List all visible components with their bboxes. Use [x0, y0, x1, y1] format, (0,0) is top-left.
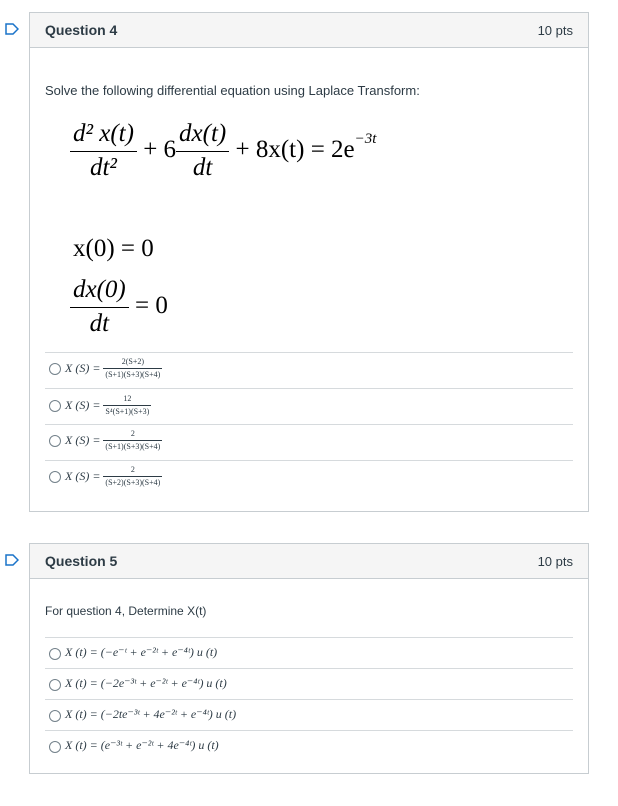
answer-text	[65, 429, 162, 451]
fraction-denominator: (S+1)(S+3)(S+4)	[105, 369, 161, 379]
bookmark-flag-icon[interactable]	[5, 23, 19, 35]
radio-button[interactable]	[49, 363, 61, 375]
fraction-denominator: dt	[89, 309, 110, 337]
radio-button[interactable]	[49, 435, 61, 447]
answer-fraction	[103, 394, 151, 416]
answer-text: X (t) = (−2e⁻³ᵗ + e⁻²ᵗ + e⁻⁴ᵗ) u (t)	[65, 676, 227, 690]
answer-fraction	[103, 465, 162, 487]
differential-equation	[70, 120, 376, 183]
answer-option[interactable]	[45, 460, 573, 496]
answer-option[interactable]	[45, 668, 573, 699]
radio-button[interactable]	[49, 648, 61, 660]
fraction-numerator: 2	[103, 465, 162, 477]
fraction-denominator: (S+1)(S+3)(S+4)	[105, 441, 161, 451]
answer-list	[45, 352, 573, 496]
answer-lhs: X (S) =	[65, 468, 101, 483]
initial-condition-x0: x(0) = 0	[73, 235, 154, 262]
fraction-numerator: 2(S+2)	[103, 357, 162, 369]
bookmark-flag-icon[interactable]	[5, 554, 19, 566]
question-title: Question 4	[45, 22, 118, 38]
answer-fraction	[103, 357, 162, 379]
answer-option[interactable]	[45, 637, 573, 668]
question-prompt: Solve the following differential equation using Laplace Transform:	[45, 83, 420, 98]
equation-rhs: = 0	[135, 291, 168, 319]
answer-option[interactable]	[45, 352, 573, 388]
fraction-numerator: 12	[103, 394, 151, 406]
question-points: 10 pts	[537, 554, 573, 569]
derivative-fraction	[70, 276, 129, 339]
radio-button[interactable]	[49, 741, 61, 753]
fraction-denominator: dt²	[89, 153, 117, 181]
answer-option[interactable]	[45, 424, 573, 460]
answer-lhs: X (S) =	[65, 432, 101, 447]
question-5-header	[30, 544, 588, 579]
second-derivative-fraction	[70, 120, 137, 183]
fraction-denominator: (S+2)(S+3)(S+4)	[105, 477, 161, 487]
fraction-denominator: S⁴(S+1)(S+3)	[105, 406, 150, 416]
fraction-numerator: d² x(t)	[70, 120, 137, 152]
radio-button[interactable]	[49, 400, 61, 412]
question-4-card	[29, 12, 589, 512]
radio-button[interactable]	[49, 710, 61, 722]
answer-option[interactable]	[45, 388, 573, 424]
radio-button[interactable]	[49, 679, 61, 691]
answer-text: X (t) = (−e⁻ᵗ + e⁻²ᵗ + e⁻⁴ᵗ) u (t)	[65, 645, 218, 659]
answer-text	[65, 394, 151, 416]
question-4-header	[30, 13, 588, 48]
question-prompt: For question 4, Determine X(t)	[45, 604, 207, 618]
question-title: Question 5	[45, 553, 118, 569]
question-5-card	[29, 543, 589, 774]
initial-condition-derivative	[70, 276, 168, 339]
answer-option[interactable]	[45, 699, 573, 730]
equation-plus-six: + 6	[143, 135, 177, 163]
radio-button[interactable]	[49, 471, 61, 483]
fraction-denominator: dt	[192, 153, 213, 181]
answer-option[interactable]	[45, 730, 573, 761]
fraction-numerator: dx(t)	[176, 120, 229, 152]
answer-list	[45, 637, 573, 761]
answer-fraction	[103, 429, 162, 451]
question-4-body	[30, 48, 588, 510]
answer-lhs: X (S) =	[65, 360, 101, 375]
equation-rest: + 8x(t) = 2e	[235, 135, 355, 163]
equation-exponent: −3t	[354, 130, 377, 147]
answer-lhs: X (S) =	[65, 397, 101, 412]
first-derivative-fraction	[176, 120, 229, 183]
question-points: 10 pts	[537, 23, 573, 38]
question-5-body	[30, 579, 588, 772]
fraction-numerator: dx(0)	[70, 276, 129, 308]
answer-text: X (t) = (e⁻³ᵗ + e⁻²ᵗ + 4e⁻⁴ᵗ) u (t)	[65, 738, 219, 752]
answer-text	[65, 465, 162, 487]
answer-text	[65, 357, 162, 379]
fraction-numerator: 2	[103, 429, 162, 441]
answer-text: X (t) = (−2te⁻³ᵗ + 4e⁻²ᵗ + e⁻⁴ᵗ) u (t)	[65, 707, 237, 721]
